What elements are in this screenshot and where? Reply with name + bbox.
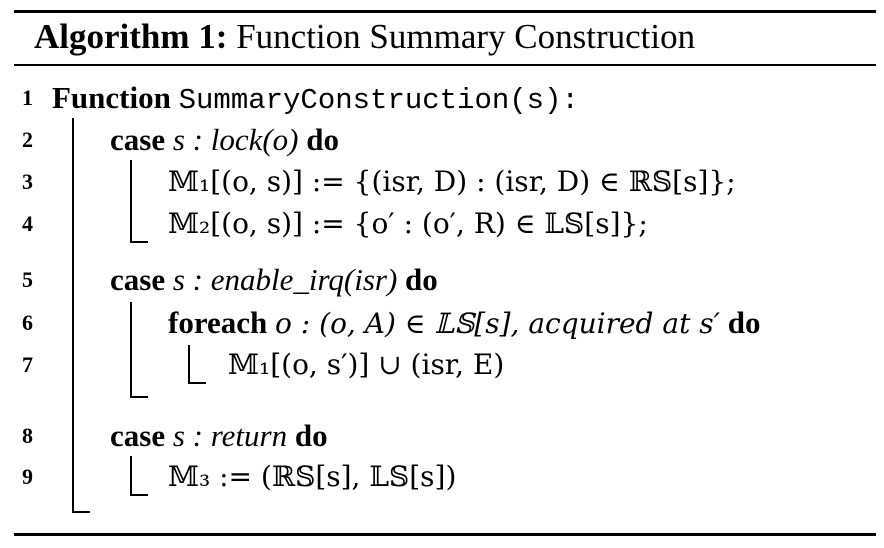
line-number-3: 3 xyxy=(22,169,33,194)
line-number-4: 4 xyxy=(22,211,33,236)
do-keyword: do xyxy=(727,305,761,340)
line-3: 𝕄₁[(o, s)] := {(isr, D) : (isr, D) ∈ ℝ𝕊[s]}; xyxy=(168,165,736,198)
do-keyword: do xyxy=(405,262,438,297)
algorithm-title xyxy=(34,14,695,60)
case-return-block-bar xyxy=(130,456,132,496)
line-9: 𝕄₃ := (ℝ𝕊[s], 𝕃𝕊[s]) xyxy=(168,460,457,493)
bottom-rule xyxy=(14,533,876,536)
line-6 xyxy=(168,303,760,344)
line-5 xyxy=(110,260,438,300)
line-number-1: 1 xyxy=(22,85,33,110)
line-2 xyxy=(110,120,339,160)
algorithm-name: Function Summary Construction xyxy=(236,17,696,56)
case-keyword: case xyxy=(110,262,166,297)
line-number-7: 7 xyxy=(22,352,33,377)
function-block-foot xyxy=(72,511,90,513)
title-rule xyxy=(14,64,876,66)
case-lock-block-bar xyxy=(130,160,132,243)
line-number-5: 5 xyxy=(22,267,33,292)
case-irq-block-bar xyxy=(130,302,132,398)
line-4: 𝕄₂[(o, s)] := {o′ : (o′, R) ∈ 𝕃𝕊[s]}; xyxy=(168,207,648,240)
line-8 xyxy=(110,416,328,456)
function-block-bar xyxy=(72,118,74,513)
foreach-condition: o : (o, A) ∈ 𝕃𝕊[s], acquired at s′ xyxy=(275,307,720,340)
case-irq-block-foot xyxy=(130,396,148,398)
line-number-2: 2 xyxy=(22,127,33,152)
case-condition: s : enable_irq(isr) xyxy=(172,262,398,297)
foreach-keyword: foreach xyxy=(168,305,268,340)
line-number-6: 6 xyxy=(22,310,33,335)
case-keyword: case xyxy=(110,418,166,453)
do-keyword: do xyxy=(306,122,340,157)
algorithm-label: Algorithm 1: xyxy=(34,17,228,56)
case-lock-block-foot xyxy=(130,241,148,243)
line-number-8: 8 xyxy=(22,423,33,448)
top-rule xyxy=(14,10,876,13)
case-return-block-foot xyxy=(130,494,148,496)
line-1 xyxy=(52,78,579,121)
case-keyword: case xyxy=(110,122,166,157)
line-number-9: 9 xyxy=(22,464,33,489)
case-condition: s : lock(o) xyxy=(172,122,299,157)
do-keyword: do xyxy=(294,418,328,453)
function-name: SummaryConstruction xyxy=(178,84,510,117)
function-args: (s): xyxy=(509,84,579,117)
line-7: 𝕄₁[(o, s′)] ∪ (isr, E) xyxy=(228,348,505,381)
case-condition: s : return xyxy=(172,418,288,453)
function-keyword: Function xyxy=(52,80,171,115)
foreach-block-foot xyxy=(188,382,206,384)
foreach-block-bar xyxy=(188,345,190,384)
